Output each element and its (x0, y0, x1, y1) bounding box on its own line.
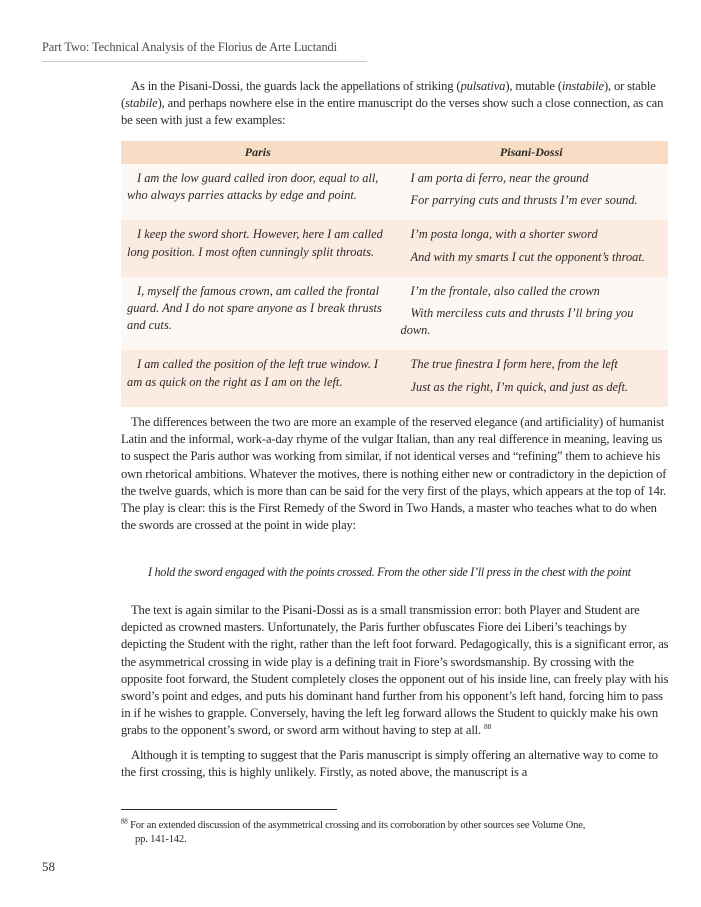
footnote-rule (121, 809, 337, 810)
block-quote-verse: I hold the sword engaged with the points crossed. From the other side I’ll press in the chest with the point (148, 565, 631, 579)
term-stabile: stabile (125, 96, 158, 111)
paragraph-text: The differences between the two are more an example of the reserved elegance (and artificiality) of humanist Latin and the informal, work-a-day rhyme of the vulgar Italian, than any real difference in meaning, leaving us to suspect the Paris author was working from similar, if not identical verses and “refining” them to achieve his own rhetorical ambitions. Whatever the motives, there is nothing either new or contradictory in the depiction of the twelve guards, which is more than can be said for the very first of the plays, which appears at the top of 14r. The play is clear: this is the First Remedy of the Sword in Two Hands, a master who teaches what to do when the swords are crossed at the point in wide play: (121, 415, 667, 533)
pisani-dossi-verse-line: I’m posta longa, with a shorter sword (410, 227, 598, 242)
paris-cell (121, 350, 395, 406)
pisani-dossi-verse-line: I’m the frontale, also called the crown (410, 283, 600, 298)
pisani-dossi-cell (395, 220, 669, 276)
pisani-dossi-verse-line: Just as the right, I’m quick, and just as deft. (410, 379, 629, 394)
footnote (121, 819, 621, 846)
paris-verse: I, myself the famous crown, am called the frontal guard. And I do not spare anyone as I break thrusts and cuts. (127, 283, 382, 333)
footnote-number: 88 (121, 817, 128, 826)
body-paragraph-alternative (121, 747, 671, 781)
body-paragraph-differences (121, 414, 671, 534)
column-header-paris: Paris (121, 141, 395, 164)
footnote-continuation: pp. 141-142. (135, 833, 187, 845)
table-header-row (121, 141, 668, 164)
column-header-pisani-dossi: Pisani-Dossi (395, 141, 669, 164)
pisani-dossi-cell (395, 164, 669, 220)
pisani-dossi-verse-line: The true finestra I form here, from the left (410, 357, 618, 372)
header-rule (42, 61, 367, 62)
table-row (121, 164, 668, 220)
intro-text: ), mutable ( (505, 79, 562, 93)
footnote-reference[interactable]: 88 (484, 722, 492, 732)
footnote-text: For an extended discussion of the asymmetrical crossing and its corroboration by other sources see Volume One, (130, 820, 586, 831)
pisani-dossi-verse-line: For parrying cuts and thrusts I’m ever sound. (410, 193, 638, 208)
paris-verse: I am the low guard called iron door, equal to all, who always parries attacks by edge and point. (127, 171, 379, 203)
paris-cell (121, 164, 395, 220)
paris-verse: I keep the sword short. However, here I am called long position. I most often cunningly split throats. (127, 227, 383, 259)
paris-cell (121, 220, 395, 276)
intro-paragraph (121, 78, 671, 130)
term-pulsativa: pulsativa (460, 79, 506, 93)
body-paragraph-transmission-error (121, 602, 671, 740)
table-row (121, 350, 668, 406)
pisani-dossi-cell (395, 277, 669, 351)
table-row (121, 277, 668, 351)
term-instabile: instabile (561, 79, 604, 93)
paragraph-text: Although it is tempting to suggest that the Paris manuscript is simply offering an alternative way to come to the first crossing, this is highly unlikely. Firstly, as noted above, the manuscript is a (121, 748, 658, 780)
intro-text: ), and perhaps nowhere else in the entire manuscript do the verses show such a close connection, as can be seen with just a few examples: (121, 96, 664, 128)
pisani-dossi-cell (395, 350, 669, 406)
verse-comparison-table (121, 141, 668, 407)
table-row (121, 220, 668, 276)
running-header-title: Part Two: Technical Analysis of the Florius de Arte Luctandi (42, 40, 337, 54)
pisani-dossi-verse-line: And with my smarts I cut the opponent’s throat. (410, 249, 645, 264)
paris-verse: I am called the position of the left true window. I am as quick on the right as I am on the left. (127, 357, 379, 389)
pisani-dossi-verse-line: With merciless cuts and thrusts I’ll bring you down. (400, 306, 634, 338)
page-number: 58 (42, 859, 55, 874)
paragraph-text: The text is again similar to the Pisani-Dossi as is a small transmission error: both Player and Student are depicted as crowned masters. Unfortunately, the Paris further obfuscates Fiore dei Liberi’s teachings by depicting the Student with the right, rather than the left foot forward. Pedagogically, this is a significant error, as the asymmetrical crossing in wide play is a defining trait in Fiore’s swordsmanship. By crossing with the opposite foot forward, the Student completely closes the opponent out of his inside line, can freely play with his sword’s point and edges, and puts his dominant hand further from his opponent’s left hand, forcing him to pass in if he wishes to grapple. Conversely, having the left leg forward allows the Student to quickly make his own grabs to the opponent’s sword, or sword arm without having to step at all. (121, 603, 669, 738)
pisani-dossi-verse-line: I am porta di ferro, near the ground (410, 171, 589, 185)
intro-text: As in the Pisani-Dossi, the guards lack the appellations of striking ( (131, 79, 461, 93)
paris-cell (121, 277, 395, 351)
intro-text: ), or stable ( (121, 79, 656, 111)
